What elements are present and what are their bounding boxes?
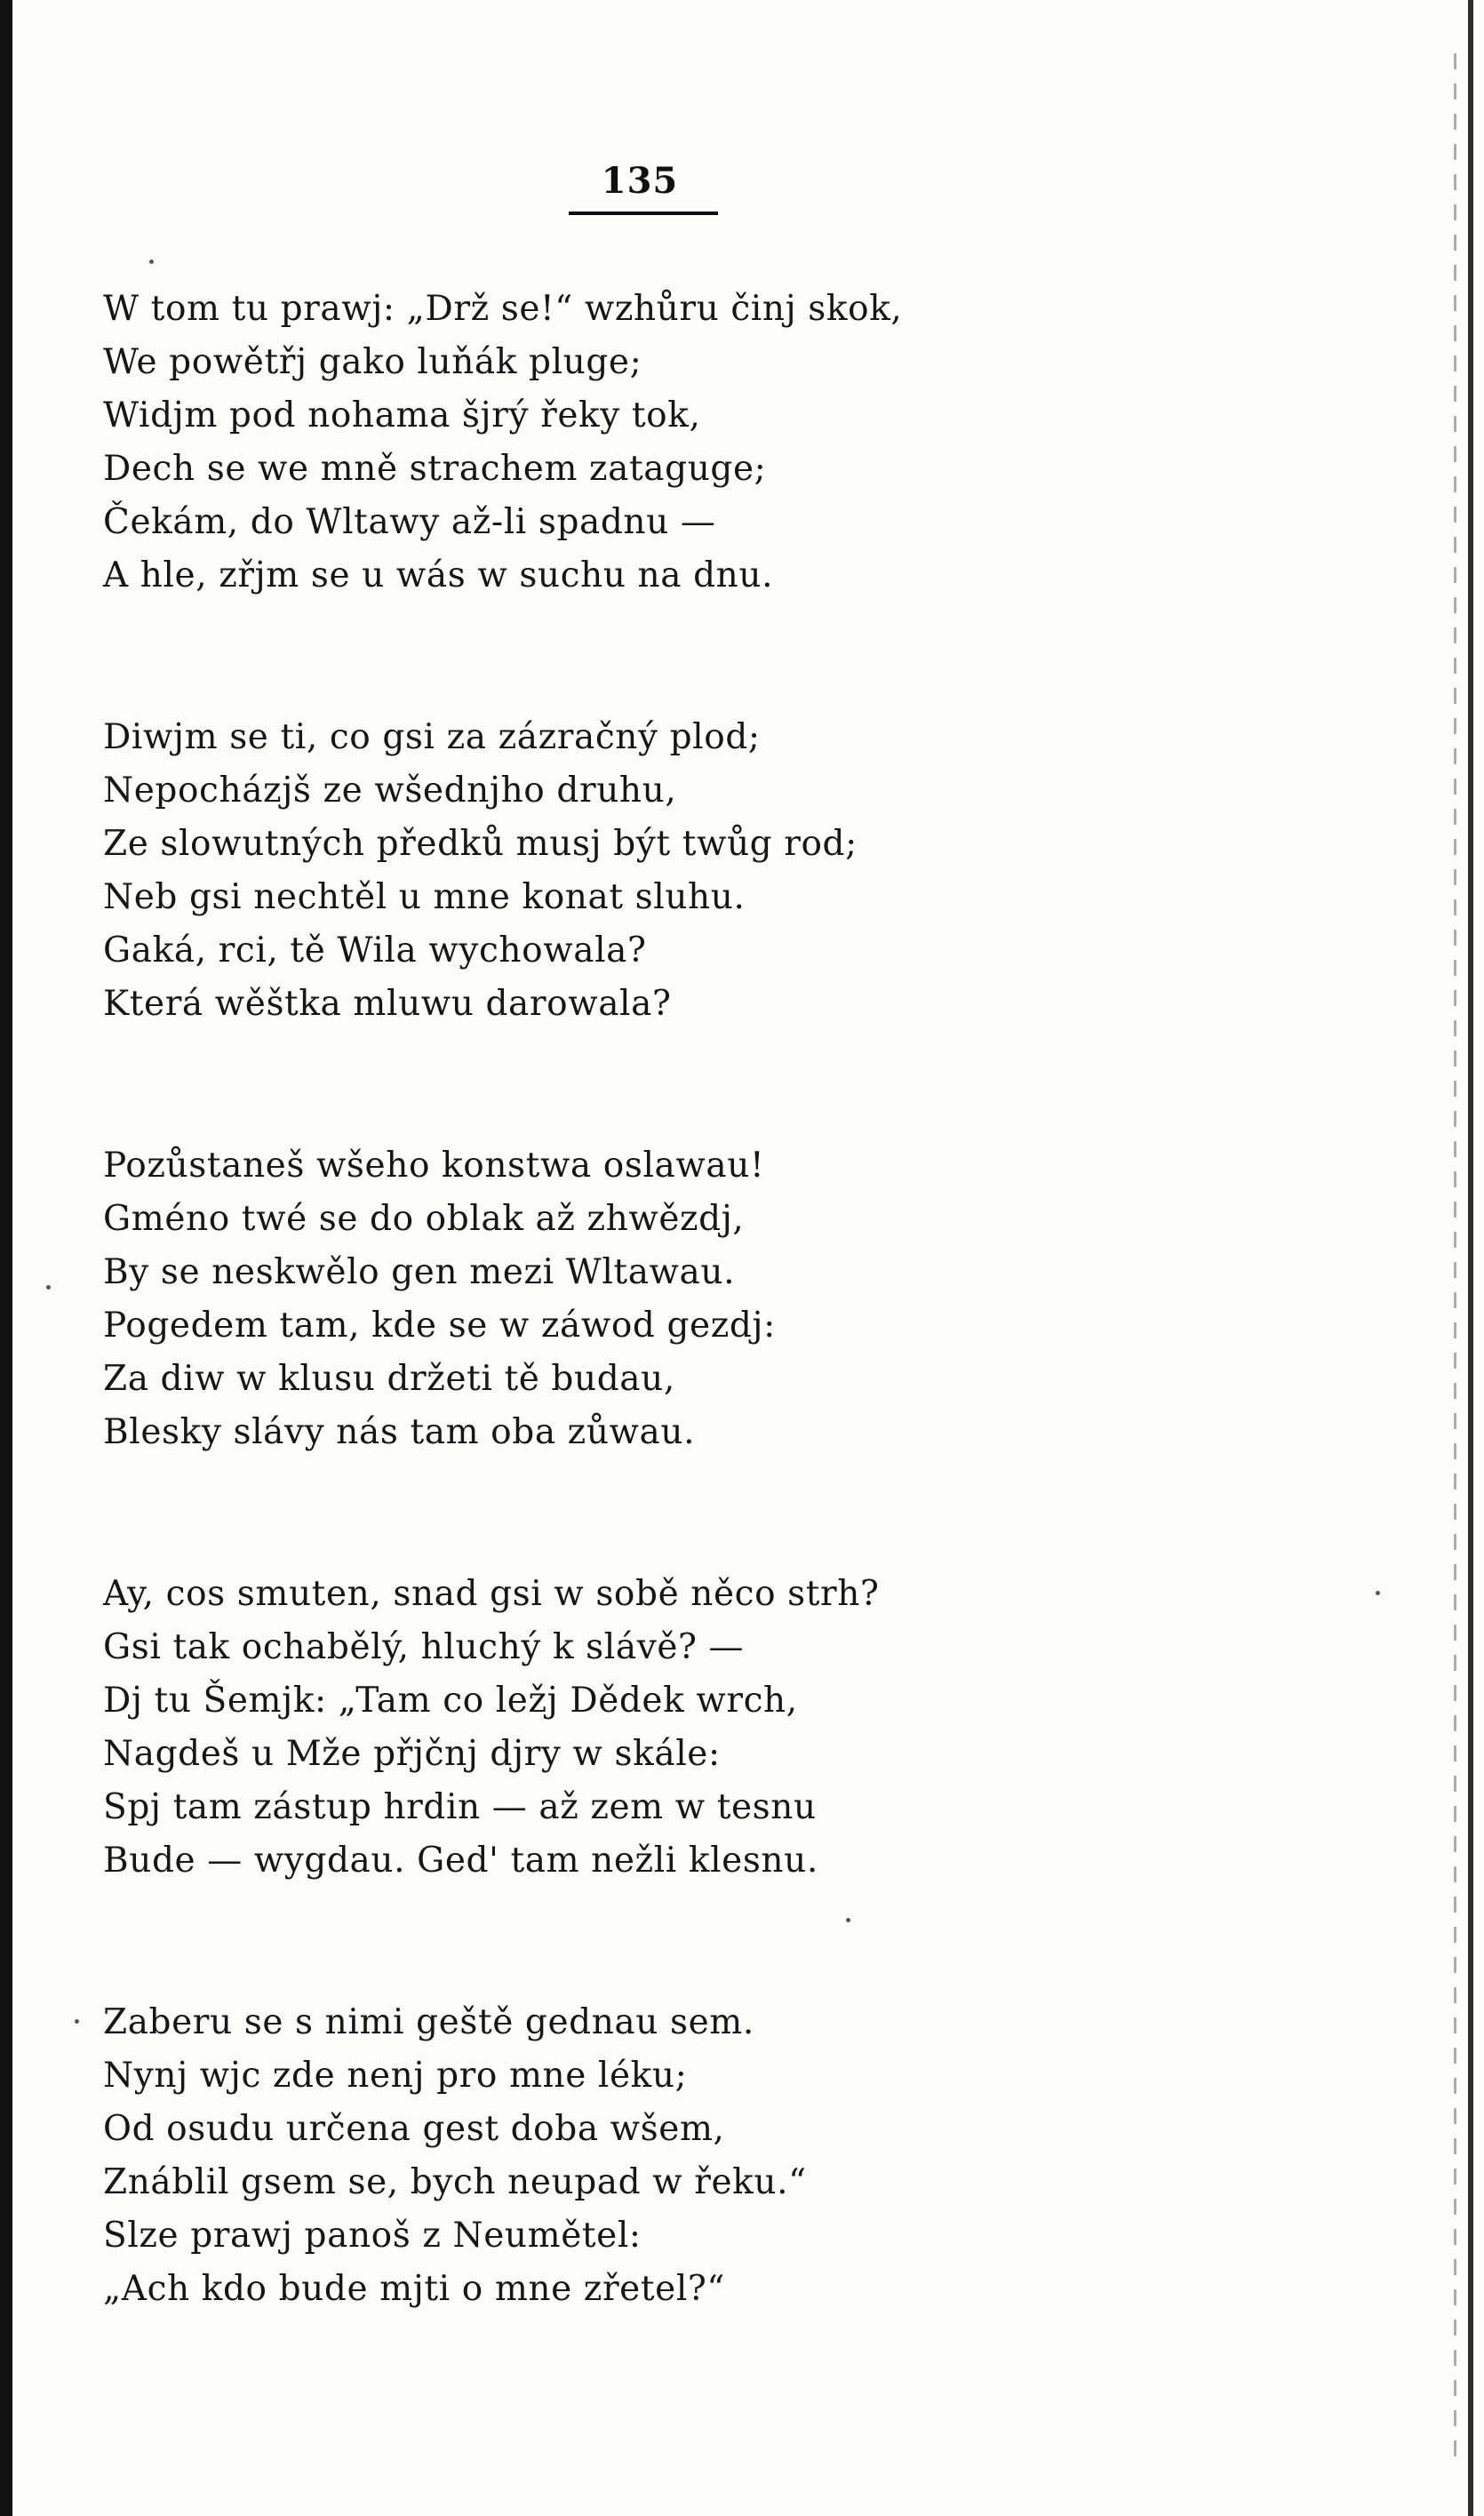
poem-line: Gsi tak ochabělý, hluchý k slávě? — (103, 1627, 745, 1667)
poem-line: Spj tam zástup hrdin — až zem w tesnu (103, 1787, 817, 1827)
scan-speck (1376, 1591, 1380, 1595)
poem-line: Bude — wygdau. Ged' tam nežli klesnu. (103, 1841, 818, 1881)
poem-line: Gméno twé se do oblak až zhwězdj, (103, 1199, 745, 1239)
poem-line: Blesky slávy nás tam oba zůwau. (103, 1412, 696, 1452)
poem-line: We powětřj gako luňák pluge; (103, 342, 642, 382)
poem-line: Ze slowutných předků musj být twůg rod; (103, 824, 858, 864)
scan-speck (149, 260, 154, 264)
poem-line: Od osudu určena gest doba wšem, (103, 2109, 725, 2149)
stanza-5 (103, 1996, 1383, 2316)
scan-edge-right (1468, 0, 1473, 2516)
poem-line: Nagdeš u Mže přjčnj djry w skále: (103, 1734, 721, 1774)
poem-line: „Ach kdo bude mjti o mne zřetel?“ (103, 2269, 725, 2309)
poem-line: Diwjm se ti, co gsi za zázračný plod; (103, 717, 761, 757)
poem-line: Ay, cos smuten, snad gsi w sobě něco strh? (103, 1574, 880, 1614)
poem-line: Gaká, rci, tě Wila wychowala? (103, 931, 647, 970)
poem-line: Widjm pod nohama šjrý řeky tok, (103, 395, 701, 435)
poem-line: Nepocházjš ze wšednjho druhu, (103, 771, 677, 811)
page-number: 135 (601, 160, 679, 202)
poem-line: A hle, zřjm se u wás w suchu na dnu. (103, 555, 774, 595)
poem-line: Slze prawj panoš z Neumětel: (103, 2216, 642, 2256)
poem-line: Dj tu Šemjk: „Tam co ležj Dědek wrch, (103, 1681, 798, 1721)
poem-line: Čekám, do Wltawy až-li spadnu — (103, 502, 716, 542)
poem (103, 283, 1383, 2424)
poem-line: Zaberu se s nimi geště gednau sem. (103, 2002, 754, 2042)
stanza-3 (103, 1139, 1383, 1459)
poem-line: Za diw w klusu držeti tě budau, (103, 1359, 675, 1399)
poem-line: Znáblil gsem se, bych neupad w řeku.“ (103, 2162, 807, 2202)
poem-line: Pozůstaneš wšeho konstwa oslawau! (103, 1146, 765, 1186)
poem-line: Nynj wjc zde nenj pro mne léku; (103, 2056, 688, 2096)
scan-speck (846, 1918, 850, 1922)
poem-line: Pogedem tam, kde se w záwod gezdj: (103, 1306, 776, 1346)
scan-edge-left (0, 0, 12, 2516)
poem-line: Neb gsi nechtěl u mne konat sluhu. (103, 877, 746, 917)
poem-line: Dech se we mně strachem zataguge; (103, 449, 767, 489)
poem-line: W tom tu prawj: „Drž se!“ wzhůru činj skok, (103, 289, 903, 329)
stanza-4 (103, 1568, 1383, 1888)
poem-line: Která wěštka mluwu darowala? (103, 984, 672, 1024)
page-number-rule (569, 212, 718, 215)
scan-speck (46, 1285, 51, 1290)
scan-speck (75, 2019, 79, 2024)
poem-line: By se neskwělo gen mezi Wltawau. (103, 1252, 736, 1292)
stanza-1 (103, 283, 1383, 603)
stanza-2 (103, 711, 1383, 1031)
scan-edge-right-marks (1454, 53, 1456, 2471)
